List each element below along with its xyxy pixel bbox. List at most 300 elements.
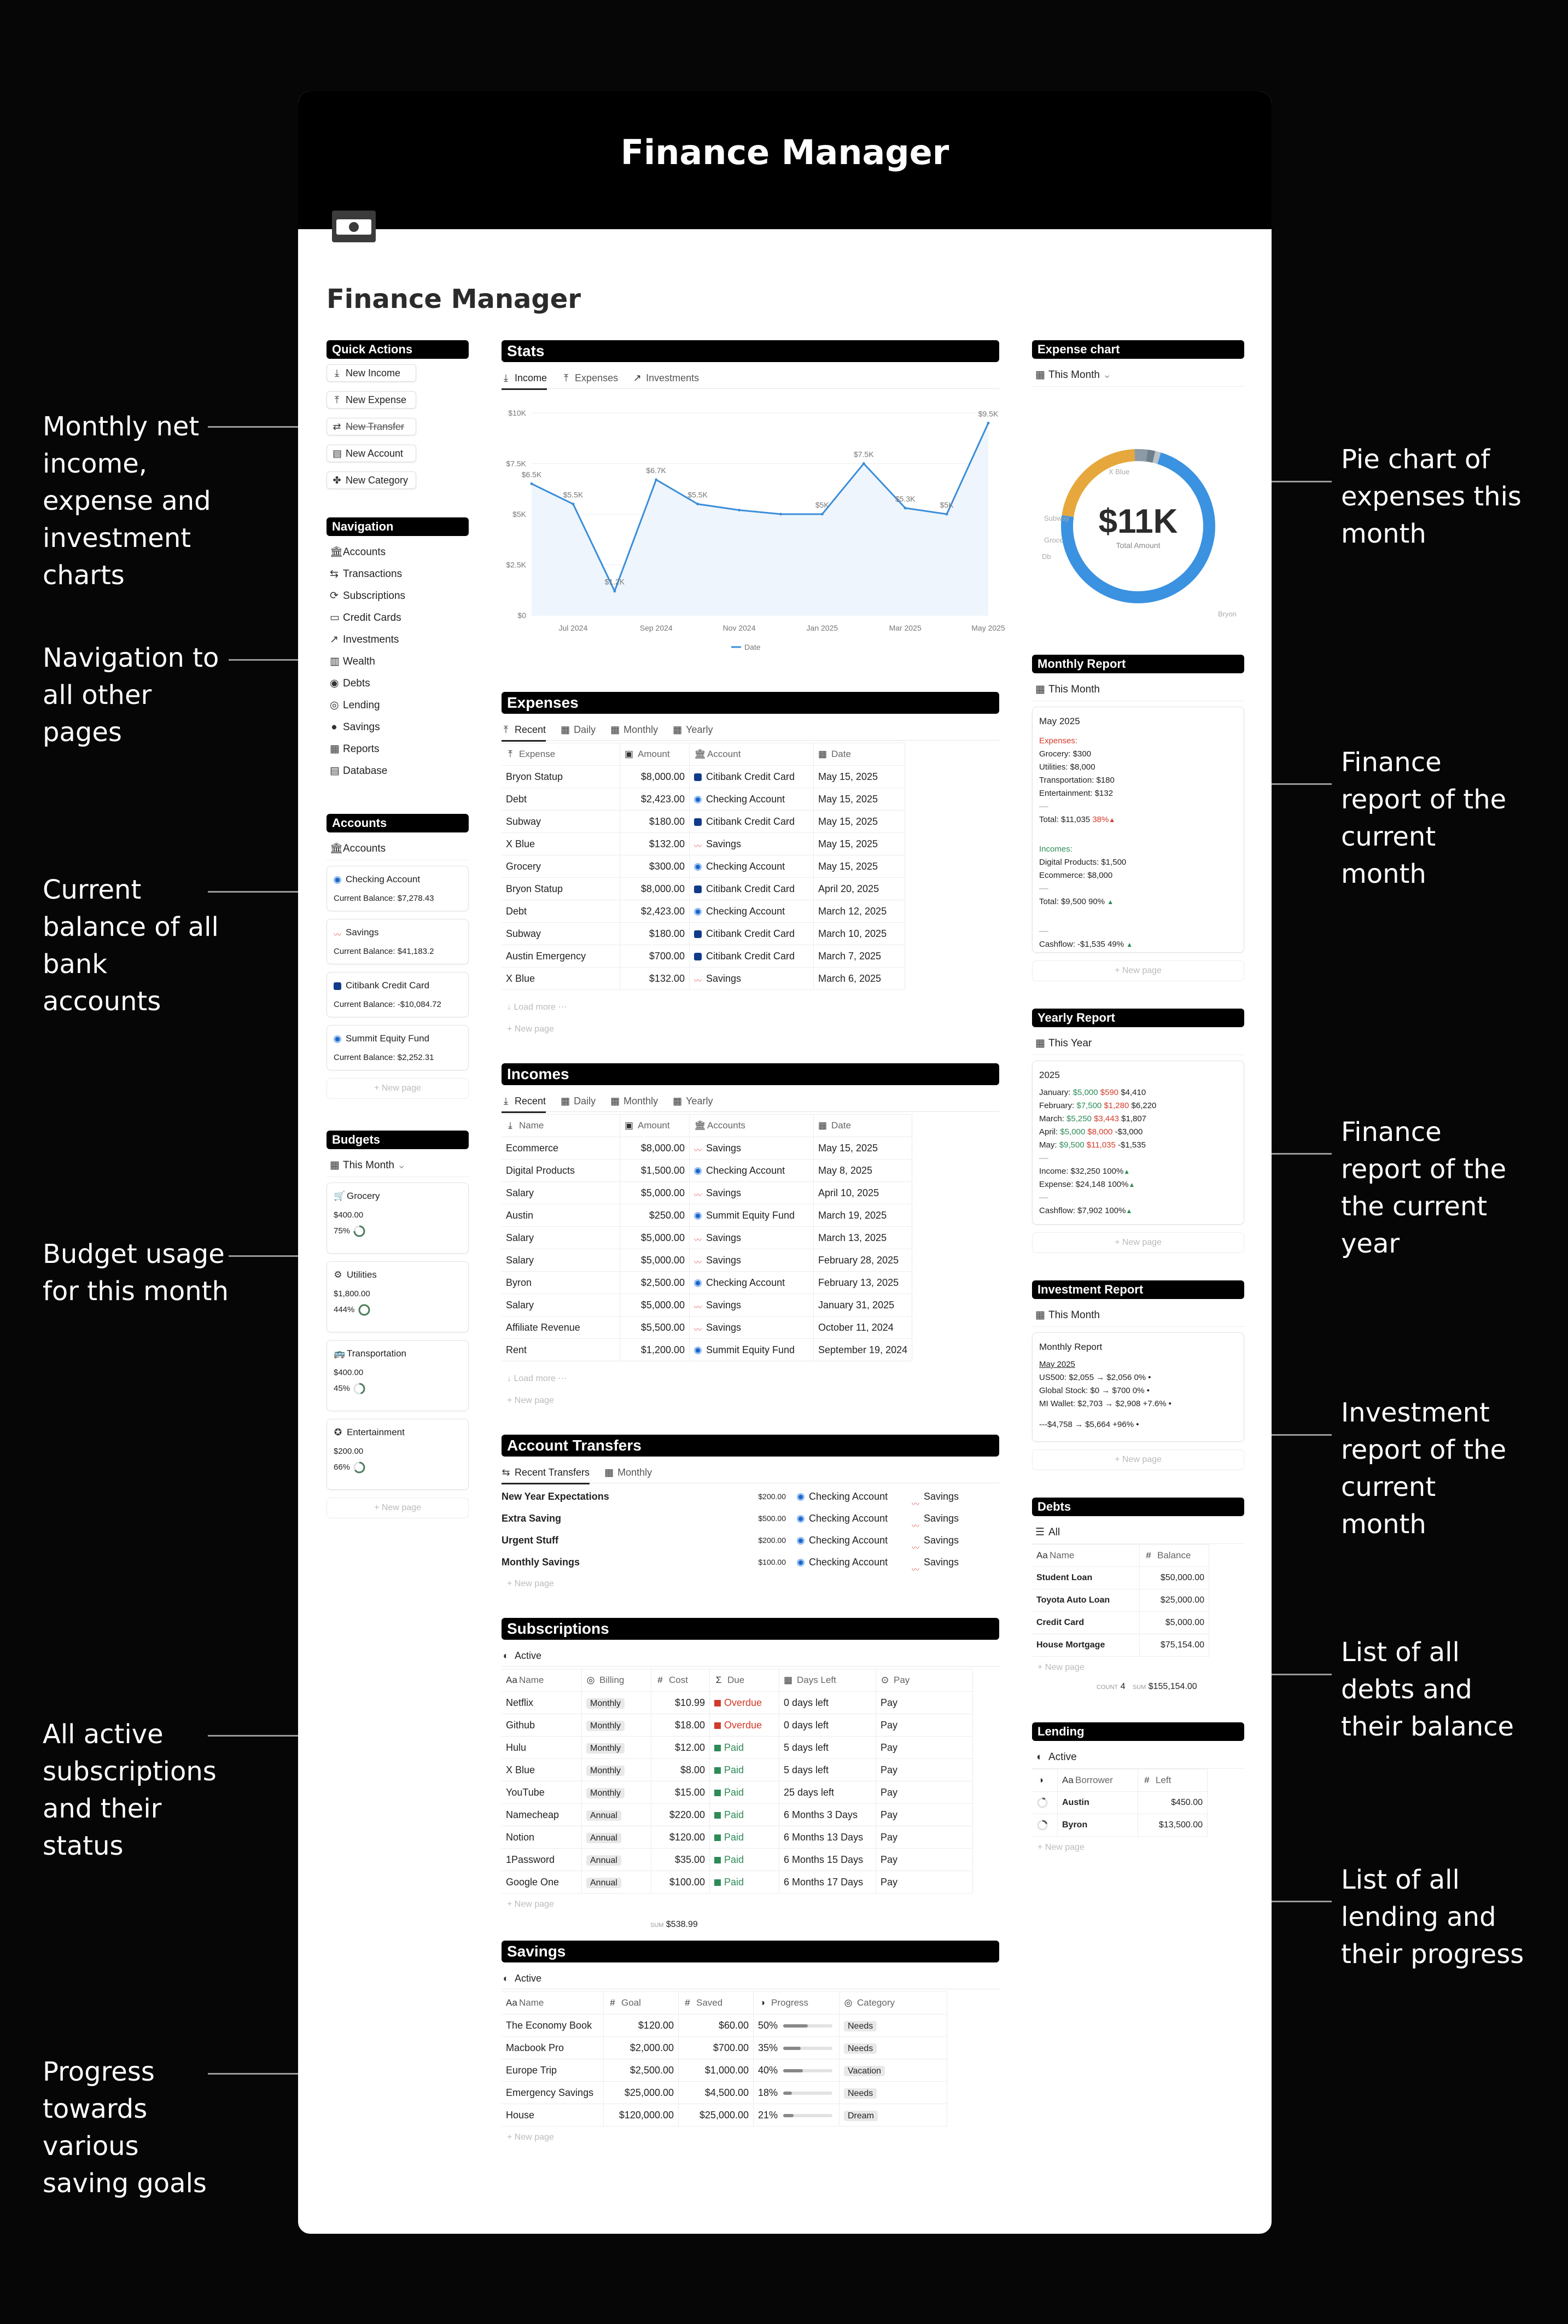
cell-account[interactable]: Checking Account — [690, 900, 814, 923]
progress-bar — [783, 2047, 832, 2050]
col-accounts[interactable]: 🏛 Accounts — [690, 1115, 814, 1137]
new-category-button[interactable]: ✤ New Category — [327, 471, 416, 489]
savings-icon: 〰 — [334, 930, 341, 939]
paid-icon — [714, 1834, 721, 1841]
checking-account-icon — [797, 1559, 805, 1566]
col-account[interactable]: 🏛 Account — [690, 743, 814, 766]
cell-account[interactable]: 〰 Savings — [690, 968, 814, 990]
cell-account[interactable]: 〰 Savings — [690, 1182, 814, 1204]
cell-name: Salary — [502, 1227, 620, 1249]
progress-bar-fill — [783, 2024, 808, 2028]
nav-item-accounts[interactable]: 🏛Accounts — [327, 541, 469, 563]
cell-name: The Economy Book — [502, 2014, 604, 2037]
cell-saved: $700.00 — [679, 2037, 754, 2059]
accounts-view-tab[interactable]: 🏛Accounts — [327, 838, 469, 860]
cell-account[interactable]: 〰 Savings — [690, 1294, 814, 1317]
col-progress[interactable] — [1032, 1769, 1058, 1792]
pay-button[interactable]: Pay — [876, 1759, 973, 1781]
lending-header: Lending — [1032, 1722, 1244, 1741]
document-icon: ▦ — [330, 743, 340, 755]
cell-balance: $75,154.00 — [1140, 1634, 1209, 1657]
yearly-report-view-tab[interactable]: ▦ This Year — [1032, 1033, 1244, 1055]
transfer-row[interactable]: Extra Saving $500.00 Checking Account 〰Savings — [502, 1513, 959, 1531]
table-row[interactable] — [502, 1317, 912, 1339]
tab-recent-transfers[interactable]: ⇆ Recent Transfers — [502, 1462, 590, 1484]
table-row[interactable] — [1032, 1792, 1208, 1814]
donut-total-label: Total Amount — [1116, 541, 1161, 550]
data-point — [946, 513, 948, 516]
cell-billing: Monthly — [582, 1781, 651, 1804]
tab-monthly[interactable]: ▦ Monthly — [610, 1091, 658, 1111]
incomes-load-more[interactable]: ↓ Load more ⋯ — [507, 1374, 567, 1383]
nav-item-savings[interactable]: ● Savings — [327, 717, 469, 738]
yearly-report-new-page[interactable]: + New page — [1032, 1232, 1244, 1253]
stats-tabs — [502, 368, 999, 389]
pay-button[interactable]: Pay — [876, 1781, 973, 1804]
cell-account[interactable]: Checking Account — [690, 855, 814, 878]
yearly-report-header: Yearly Report — [1032, 1009, 1244, 1027]
progress-bar-fill — [783, 2114, 794, 2117]
cell-amount: $2,500.00 — [620, 1272, 690, 1294]
cell-saved: $4,500.00 — [679, 2082, 754, 2104]
cell-balance: $50,000.00 — [1140, 1567, 1209, 1589]
col-name[interactable]: Aa Name — [1032, 1545, 1140, 1567]
expenses-load-more[interactable]: ↓ Load more ⋯ — [507, 1003, 567, 1012]
budgets-new-page[interactable]: + New page — [327, 1498, 469, 1518]
new-income-button[interactable]: ⤓ New Income — [327, 364, 416, 382]
col-amount[interactable]: ▣ Amount — [620, 1115, 690, 1137]
bank-icon: ▤ — [333, 448, 342, 459]
budget-ring — [352, 1224, 366, 1238]
account-card[interactable]: Summit Equity Fund Current Balance: $2,252.31 — [327, 1025, 469, 1070]
table-row[interactable] — [502, 878, 905, 900]
cell-balance: $5,000.00 — [1140, 1612, 1209, 1634]
table-row[interactable] — [502, 945, 905, 968]
pay-button[interactable]: Pay — [876, 1692, 973, 1714]
cell-cost: $15.00 — [651, 1781, 710, 1804]
pay-button[interactable]: Pay — [876, 1826, 973, 1849]
data-point — [655, 479, 657, 481]
monthly-report-view-tab[interactable]: ▦ This Month — [1032, 679, 1244, 701]
cell-date: May 8, 2025 — [814, 1160, 912, 1182]
text-icon: Aa — [1062, 1775, 1074, 1785]
expense-chart-view-tab[interactable]: ▦ This Month ⌄ — [1032, 364, 1244, 387]
pay-button[interactable]: Pay — [876, 1737, 973, 1759]
col-billing[interactable]: ◎ Billing — [582, 1669, 651, 1692]
checking-account-icon — [797, 1537, 805, 1545]
checking-account-icon — [797, 1515, 805, 1523]
nav-item-database[interactable]: ▤ Database — [327, 760, 469, 782]
table-row[interactable] — [502, 1227, 912, 1249]
nav-item-lending[interactable]: ◎ Lending — [327, 695, 469, 717]
data-label: $5K — [940, 500, 954, 509]
col-balance[interactable]: # Balance — [1140, 1545, 1209, 1567]
cell-name: Credit Card — [1032, 1612, 1140, 1634]
cell-saved: $60.00 — [679, 2014, 754, 2037]
yearly-month-row: February: $7,500 $1,280 $6,220 — [1039, 1101, 1157, 1110]
col-cost[interactable]: # Cost — [651, 1669, 710, 1692]
table-row[interactable] — [502, 1272, 912, 1294]
new-account-button[interactable]: ▤ New Account — [327, 445, 416, 462]
cell-name: Debt — [502, 788, 620, 811]
cell-date: May 15, 2025 — [814, 1137, 912, 1160]
slice-label: X Blue — [1109, 468, 1130, 476]
lending-view-tab[interactable]: ◐ Active — [1032, 1746, 1244, 1769]
table-row[interactable] — [502, 1849, 973, 1871]
tab-daily[interactable]: ▦ Daily — [561, 1091, 596, 1111]
yearly-report-card[interactable]: 2025 January: $5,000 $590 $4,410 February: $7,500 $1,280 $6,220 March: $5,250 $3,443 $1,807 April: $5,000 $8,000 -$3,000 May: $9,500 $11,035 -$1,535 –– Income: $32,250 100%▲ Expense: $24,148 100%▲ –– Cashflow: $7,902 100%▲ — [1032, 1061, 1244, 1225]
expenses-table — [502, 743, 905, 990]
lending-new-page[interactable]: + New page — [1037, 1843, 1085, 1852]
table-row[interactable] — [502, 900, 905, 923]
cell-amount: $5,000.00 — [620, 1227, 690, 1249]
savings-header: Savings — [502, 1941, 999, 1962]
savings-table — [502, 1991, 947, 2127]
chevron-down-icon: ⌄ — [1103, 369, 1112, 381]
data-label: $6.7K — [646, 466, 667, 475]
cell-name: Rent — [502, 1339, 620, 1361]
text-icon: Aa — [506, 1675, 517, 1685]
cell-date: April 20, 2025 — [814, 878, 905, 900]
money-icon: ▣ — [625, 1120, 634, 1131]
col-category[interactable]: ◎ Category — [840, 1992, 947, 2014]
table-row[interactable] — [502, 811, 905, 833]
tab-recent[interactable]: ⤒ Recent — [502, 719, 546, 742]
cell-account[interactable]: Checking Account — [690, 788, 814, 811]
cell-progress: 35% — [754, 2037, 840, 2059]
cell-name: Toyota Auto Loan — [1032, 1589, 1140, 1612]
cell-progress: 50% — [754, 2014, 840, 2037]
cell-account[interactable]: Citibank Credit Card — [690, 945, 814, 968]
col-name[interactable]: ⤓ Name — [502, 1115, 620, 1137]
transfer-row[interactable]: Urgent Stuff $200.00 Checking Account 〰Savings — [502, 1535, 959, 1553]
cell-cost: $35.00 — [651, 1849, 710, 1871]
table-row[interactable] — [502, 1339, 912, 1361]
table-row[interactable] — [502, 1692, 973, 1714]
tab-expenses[interactable]: ⤒ Expenses — [562, 368, 618, 388]
half-circle-icon: ◑ — [1037, 1775, 1044, 1785]
bank-icon: 🏛 — [330, 843, 343, 854]
cell-account[interactable]: Checking Account — [690, 1160, 814, 1182]
cell-days-left: 0 days left — [779, 1692, 876, 1714]
plug-icon: ⚙ — [334, 1269, 342, 1280]
navigation-header: Navigation — [327, 517, 469, 536]
table-row[interactable] — [502, 1714, 973, 1737]
table-row[interactable] — [1032, 1589, 1209, 1612]
cell-category: Vacation — [840, 2059, 947, 2082]
exchange-icon: ⇆ — [330, 568, 339, 580]
cell-amount: $5,000.00 — [620, 1294, 690, 1317]
chart-up-icon: ↗ — [330, 634, 339, 645]
tab-recent[interactable]: ⤓ Recent — [502, 1091, 546, 1113]
download-icon: ⤓ — [508, 1120, 512, 1131]
cell-cost: $220.00 — [651, 1804, 710, 1826]
budget-ring — [357, 1303, 371, 1317]
col-pay[interactable]: ⊙ Pay — [876, 1669, 973, 1692]
cell-name: Byron — [502, 1272, 620, 1294]
debts-new-page[interactable]: + New page — [1037, 1663, 1085, 1672]
slice-label: Bryon — [1218, 610, 1237, 618]
summit-fund-icon — [694, 1212, 702, 1220]
cell-account[interactable]: 〰 Savings — [690, 1227, 814, 1249]
table-row[interactable] — [502, 1781, 973, 1804]
legend-label: Date — [744, 643, 761, 651]
cell-days-left: 25 days left — [779, 1781, 876, 1804]
cell-billing: Monthly — [582, 1759, 651, 1781]
transfers-list — [502, 1486, 999, 1573]
investment-report-card[interactable]: Monthly Report May 2025 US500: $2,055 → $2,056 0% • Global Stock: $0 → $700 0% • MI Wallet: $2,703 → $2,908 +7.6% • ---$4,758 → $5,664 +96% • — [1032, 1332, 1244, 1442]
pie-slice — [1147, 456, 1154, 457]
pay-button[interactable]: Pay — [876, 1714, 973, 1737]
expenses-new-page[interactable]: + New page — [507, 1024, 554, 1034]
table-row[interactable] — [502, 2059, 947, 2082]
budget-card[interactable]: 🛒 Grocery $400.00 75% — [327, 1183, 469, 1254]
data-point — [779, 513, 782, 516]
table-row[interactable] — [502, 2082, 947, 2104]
incomes-table — [502, 1114, 912, 1361]
expense-donut-chart — [1032, 387, 1244, 655]
ring-track — [1038, 1798, 1047, 1807]
table-row[interactable] — [502, 923, 905, 945]
transfers-new-page[interactable]: + New page — [507, 1579, 554, 1588]
tab-income[interactable]: ⤓ Income — [502, 368, 547, 390]
pay-button[interactable]: Pay — [876, 1849, 973, 1871]
new-expense-button[interactable]: ⤒ New Expense — [327, 391, 416, 409]
col-days-left[interactable]: ▦ Days Left — [779, 1669, 876, 1692]
investment-report-view-tab[interactable]: ▦ This Month — [1032, 1304, 1244, 1327]
cell-due: Paid — [710, 1804, 779, 1826]
cell-account[interactable]: Summit Equity Fund — [690, 1204, 814, 1227]
list-icon: ☰ — [1035, 1527, 1045, 1538]
savings-icon: 〰 — [694, 1257, 702, 1267]
nav-item-transactions[interactable]: ⇆ Transactions — [327, 563, 469, 585]
half-circle-icon: ◐ — [1036, 1751, 1043, 1763]
status-icon: ◎ — [586, 1675, 595, 1685]
table-row[interactable] — [502, 833, 905, 855]
tab-active[interactable]: ◐ Active — [502, 1968, 541, 1989]
page-frame — [298, 91, 1272, 2234]
money-icon[interactable] — [332, 211, 376, 242]
progress-bar — [783, 2024, 832, 2028]
transfer-icon: ⇄ — [333, 421, 341, 432]
budget-ring — [352, 1460, 366, 1475]
budget-card[interactable]: ⚙ Utilities $1,800.00 444% — [327, 1261, 469, 1332]
budget-card[interactable]: 🚌 Transportation $400.00 45% — [327, 1340, 469, 1411]
table-row[interactable] — [502, 1294, 912, 1317]
cell-date: March 6, 2025 — [814, 968, 905, 990]
table-row[interactable] — [1032, 1634, 1209, 1657]
data-label: $1.2K — [604, 577, 625, 586]
slice-label: Db — [1042, 552, 1051, 561]
cell-amount: $132.00 — [620, 833, 690, 855]
checking-account-icon — [694, 1167, 702, 1175]
data-point — [531, 482, 533, 485]
tab-monthly[interactable]: ▦ Monthly — [610, 719, 658, 740]
cell-date: March 19, 2025 — [814, 1204, 912, 1227]
col-saved[interactable]: # Saved — [679, 1992, 754, 2014]
col-name[interactable]: Aa Name — [502, 1669, 582, 1692]
new-transfer-button[interactable]: ⇄ New Transfer — [327, 418, 416, 435]
download-icon: ⤓ — [335, 368, 339, 378]
table-row[interactable] — [502, 2014, 947, 2037]
cell-category: Needs — [840, 2082, 947, 2104]
yearly-months — [1039, 1086, 1237, 1152]
tab-yearly[interactable]: ▦ Yearly — [673, 1091, 713, 1111]
table-row[interactable] — [502, 766, 905, 788]
yearly-month-row: January: $5,000 $590 $4,410 — [1039, 1088, 1146, 1097]
account-card[interactable]: 〰 Savings Current Balance: $41,183.2 — [327, 919, 469, 964]
nav-item-wealth[interactable]: ▥ Wealth — [327, 651, 469, 673]
cell-date: October 11, 2024 — [814, 1317, 912, 1339]
y-tick-label: $2.5K — [506, 560, 526, 569]
ring-fill — [359, 1305, 369, 1315]
table-row[interactable] — [502, 1804, 973, 1826]
cell-balance: $25,000.00 — [1140, 1589, 1209, 1612]
debts-view-tab[interactable]: ☰ All — [1032, 1522, 1244, 1544]
cell-progress: 21% — [754, 2104, 840, 2127]
cell-amount: $5,000.00 — [620, 1182, 690, 1204]
cell-progress: 40% — [754, 2059, 840, 2082]
calendar-icon: ▦ — [561, 1096, 570, 1106]
callout-accounts: Current balance of all bank accounts — [43, 875, 219, 1017]
col-date[interactable]: ▦ Date — [814, 743, 905, 766]
cell-account[interactable]: Summit Equity Fund — [690, 1339, 814, 1361]
table-row[interactable] — [502, 1204, 912, 1227]
table-row[interactable] — [502, 2037, 947, 2059]
account-card[interactable]: Citibank Credit Card Current Balance: -$10,084.72 — [327, 972, 469, 1017]
tab-yearly[interactable]: ▦ Yearly — [673, 719, 713, 740]
incomes-new-page[interactable]: + New page — [507, 1396, 554, 1405]
savings-icon: 〰 — [912, 1522, 919, 1531]
col-date[interactable]: ▦ Date — [814, 1115, 912, 1137]
table-row[interactable] — [502, 1182, 912, 1204]
cart-icon: 🛒 — [334, 1191, 346, 1201]
tab-investments[interactable]: ↗ Investments — [633, 368, 699, 388]
table-row[interactable] — [502, 1871, 973, 1894]
cell-account[interactable]: Checking Account — [690, 1272, 814, 1294]
transfer-row[interactable]: New Year Expectations $200.00 Checking Account 〰Savings — [502, 1491, 959, 1509]
text-icon: Aa — [506, 1997, 517, 2008]
cell-account[interactable]: Citibank Credit Card — [690, 766, 814, 788]
summit-fund-icon — [694, 1347, 702, 1354]
expense-chart-header: Expense chart — [1032, 340, 1244, 359]
pay-button[interactable]: Pay — [876, 1804, 973, 1826]
nav-item-credit-cards[interactable]: ▭ Credit Cards — [327, 607, 469, 629]
pay-button[interactable]: Pay — [876, 1871, 973, 1894]
table-row[interactable] — [502, 968, 905, 990]
cell-due: Paid — [710, 1781, 779, 1804]
cell-due: Paid — [710, 1849, 779, 1871]
monthly-report-card[interactable]: May 2025 Expenses: Grocery: $300 Utilities: $8,000 Transportation: $180 Entertainment: $132 –– Total: $11,035 38%▲ Incomes: Digital Products: $1,500 Ecommerce: $8,000 –– Total: $9,500 90% ▲ –– Cashflow: -$1,535 49% ▲ — [1032, 707, 1244, 953]
table-row[interactable] — [502, 1137, 912, 1160]
calendar-icon: ▦ — [673, 1096, 683, 1106]
cell-name: Notion — [502, 1826, 582, 1849]
accounts-new-page[interactable]: + New page — [327, 1078, 469, 1099]
debts-header: Debts — [1032, 1498, 1244, 1516]
table-row[interactable] — [1032, 1814, 1208, 1837]
cell-account[interactable]: 〰 Savings — [690, 1317, 814, 1339]
cell-account[interactable]: Citibank Credit Card — [690, 923, 814, 945]
monthly-report-new-page[interactable]: + New page — [1032, 960, 1244, 981]
cell-account[interactable]: 〰 Savings — [690, 1137, 814, 1160]
table-row[interactable] — [1032, 1612, 1209, 1634]
arrow-up-green-icon: ▲ — [1123, 1168, 1130, 1175]
col-due[interactable]: Σ Due — [710, 1669, 779, 1692]
citibank-icon — [694, 930, 702, 938]
cell-date: January 31, 2025 — [814, 1294, 912, 1317]
tab-daily[interactable]: ▦ Daily — [561, 719, 596, 740]
subscriptions-new-page[interactable]: + New page — [507, 1900, 554, 1909]
nav-item-investments[interactable]: ↗ Investments — [327, 629, 469, 651]
arrow-up-green-icon: ▲ — [1126, 1207, 1133, 1215]
more-icon: ⋯ — [558, 1003, 567, 1012]
savings-tabs — [502, 1968, 999, 1989]
col-progress[interactable]: ◑ Progress — [754, 1992, 840, 2014]
account-card[interactable]: Checking Account Current Balance: $7,278.43 — [327, 866, 469, 911]
cell-cost: $18.00 — [651, 1714, 710, 1737]
middle-column — [502, 340, 1005, 2148]
savings-icon: 〰 — [694, 1325, 702, 1334]
investment-report-new-page[interactable]: + New page — [1032, 1449, 1244, 1470]
col-expense[interactable]: ⤒ Expense — [502, 743, 620, 766]
cell-account[interactable]: 〰 Savings — [690, 1249, 814, 1272]
tab-monthly[interactable]: ▦ Monthly — [604, 1462, 652, 1483]
cell-date: May 15, 2025 — [814, 766, 905, 788]
button-icon: ⊙ — [881, 1675, 889, 1685]
calendar-icon: ▦ — [784, 1675, 793, 1685]
table-row[interactable] — [502, 1759, 973, 1781]
table-row[interactable] — [502, 1737, 973, 1759]
nav-item-reports[interactable]: ▦ Reports — [327, 738, 469, 760]
savings-new-page[interactable]: + New page — [507, 2133, 554, 2142]
calendar-icon: ▦ — [1035, 684, 1045, 695]
table-row[interactable] — [502, 1826, 973, 1849]
quick-actions — [327, 364, 469, 489]
cell-account[interactable]: 〰 Savings — [690, 833, 814, 855]
handshake-icon: ◎ — [330, 700, 339, 711]
col-borrower[interactable]: Aa Borrower — [1058, 1769, 1138, 1792]
table-row[interactable] — [502, 2104, 947, 2127]
table-row[interactable] — [502, 855, 905, 878]
formula-icon: Σ — [715, 1675, 722, 1685]
hash-icon: # — [657, 1675, 663, 1685]
nav-item-subscriptions[interactable]: ⟳ Subscriptions — [327, 585, 469, 607]
cell-name: Netflix — [502, 1692, 582, 1714]
budget-card[interactable]: ✪ Entertainment $200.00 66% — [327, 1419, 469, 1490]
table-row[interactable] — [502, 1160, 912, 1182]
col-amount[interactable]: ▣ Amount — [620, 743, 690, 766]
cell-days-left: 6 Months 3 Days — [779, 1804, 876, 1826]
nav-item-debts[interactable]: ◉ Debts — [327, 673, 469, 695]
col-name[interactable]: Aa Name — [502, 1992, 604, 2014]
transfer-row[interactable]: Monthly Savings $100.00 Checking Account 〰Savings — [502, 1557, 959, 1575]
calendar-icon: ▦ — [1035, 369, 1045, 381]
calendar-icon: ▦ — [561, 724, 570, 735]
cell-days-left: 0 days left — [779, 1714, 876, 1737]
table-row[interactable] — [1032, 1567, 1209, 1589]
tab-active[interactable]: ◐ Active — [502, 1645, 541, 1666]
table-row[interactable] — [502, 1249, 912, 1272]
table-row[interactable] — [502, 788, 905, 811]
citibank-icon — [694, 773, 702, 781]
cell-account[interactable]: Citibank Credit Card — [690, 811, 814, 833]
cell-name: X Blue — [502, 833, 620, 855]
cell-account[interactable]: Citibank Credit Card — [690, 878, 814, 900]
col-left[interactable]: # Left — [1138, 1769, 1208, 1792]
calendar-icon: ▦ — [1035, 1309, 1045, 1321]
budgets-view-tab[interactable]: ▦ This Month ⌄ — [327, 1155, 469, 1177]
col-goal[interactable]: # Goal — [604, 1992, 679, 2014]
